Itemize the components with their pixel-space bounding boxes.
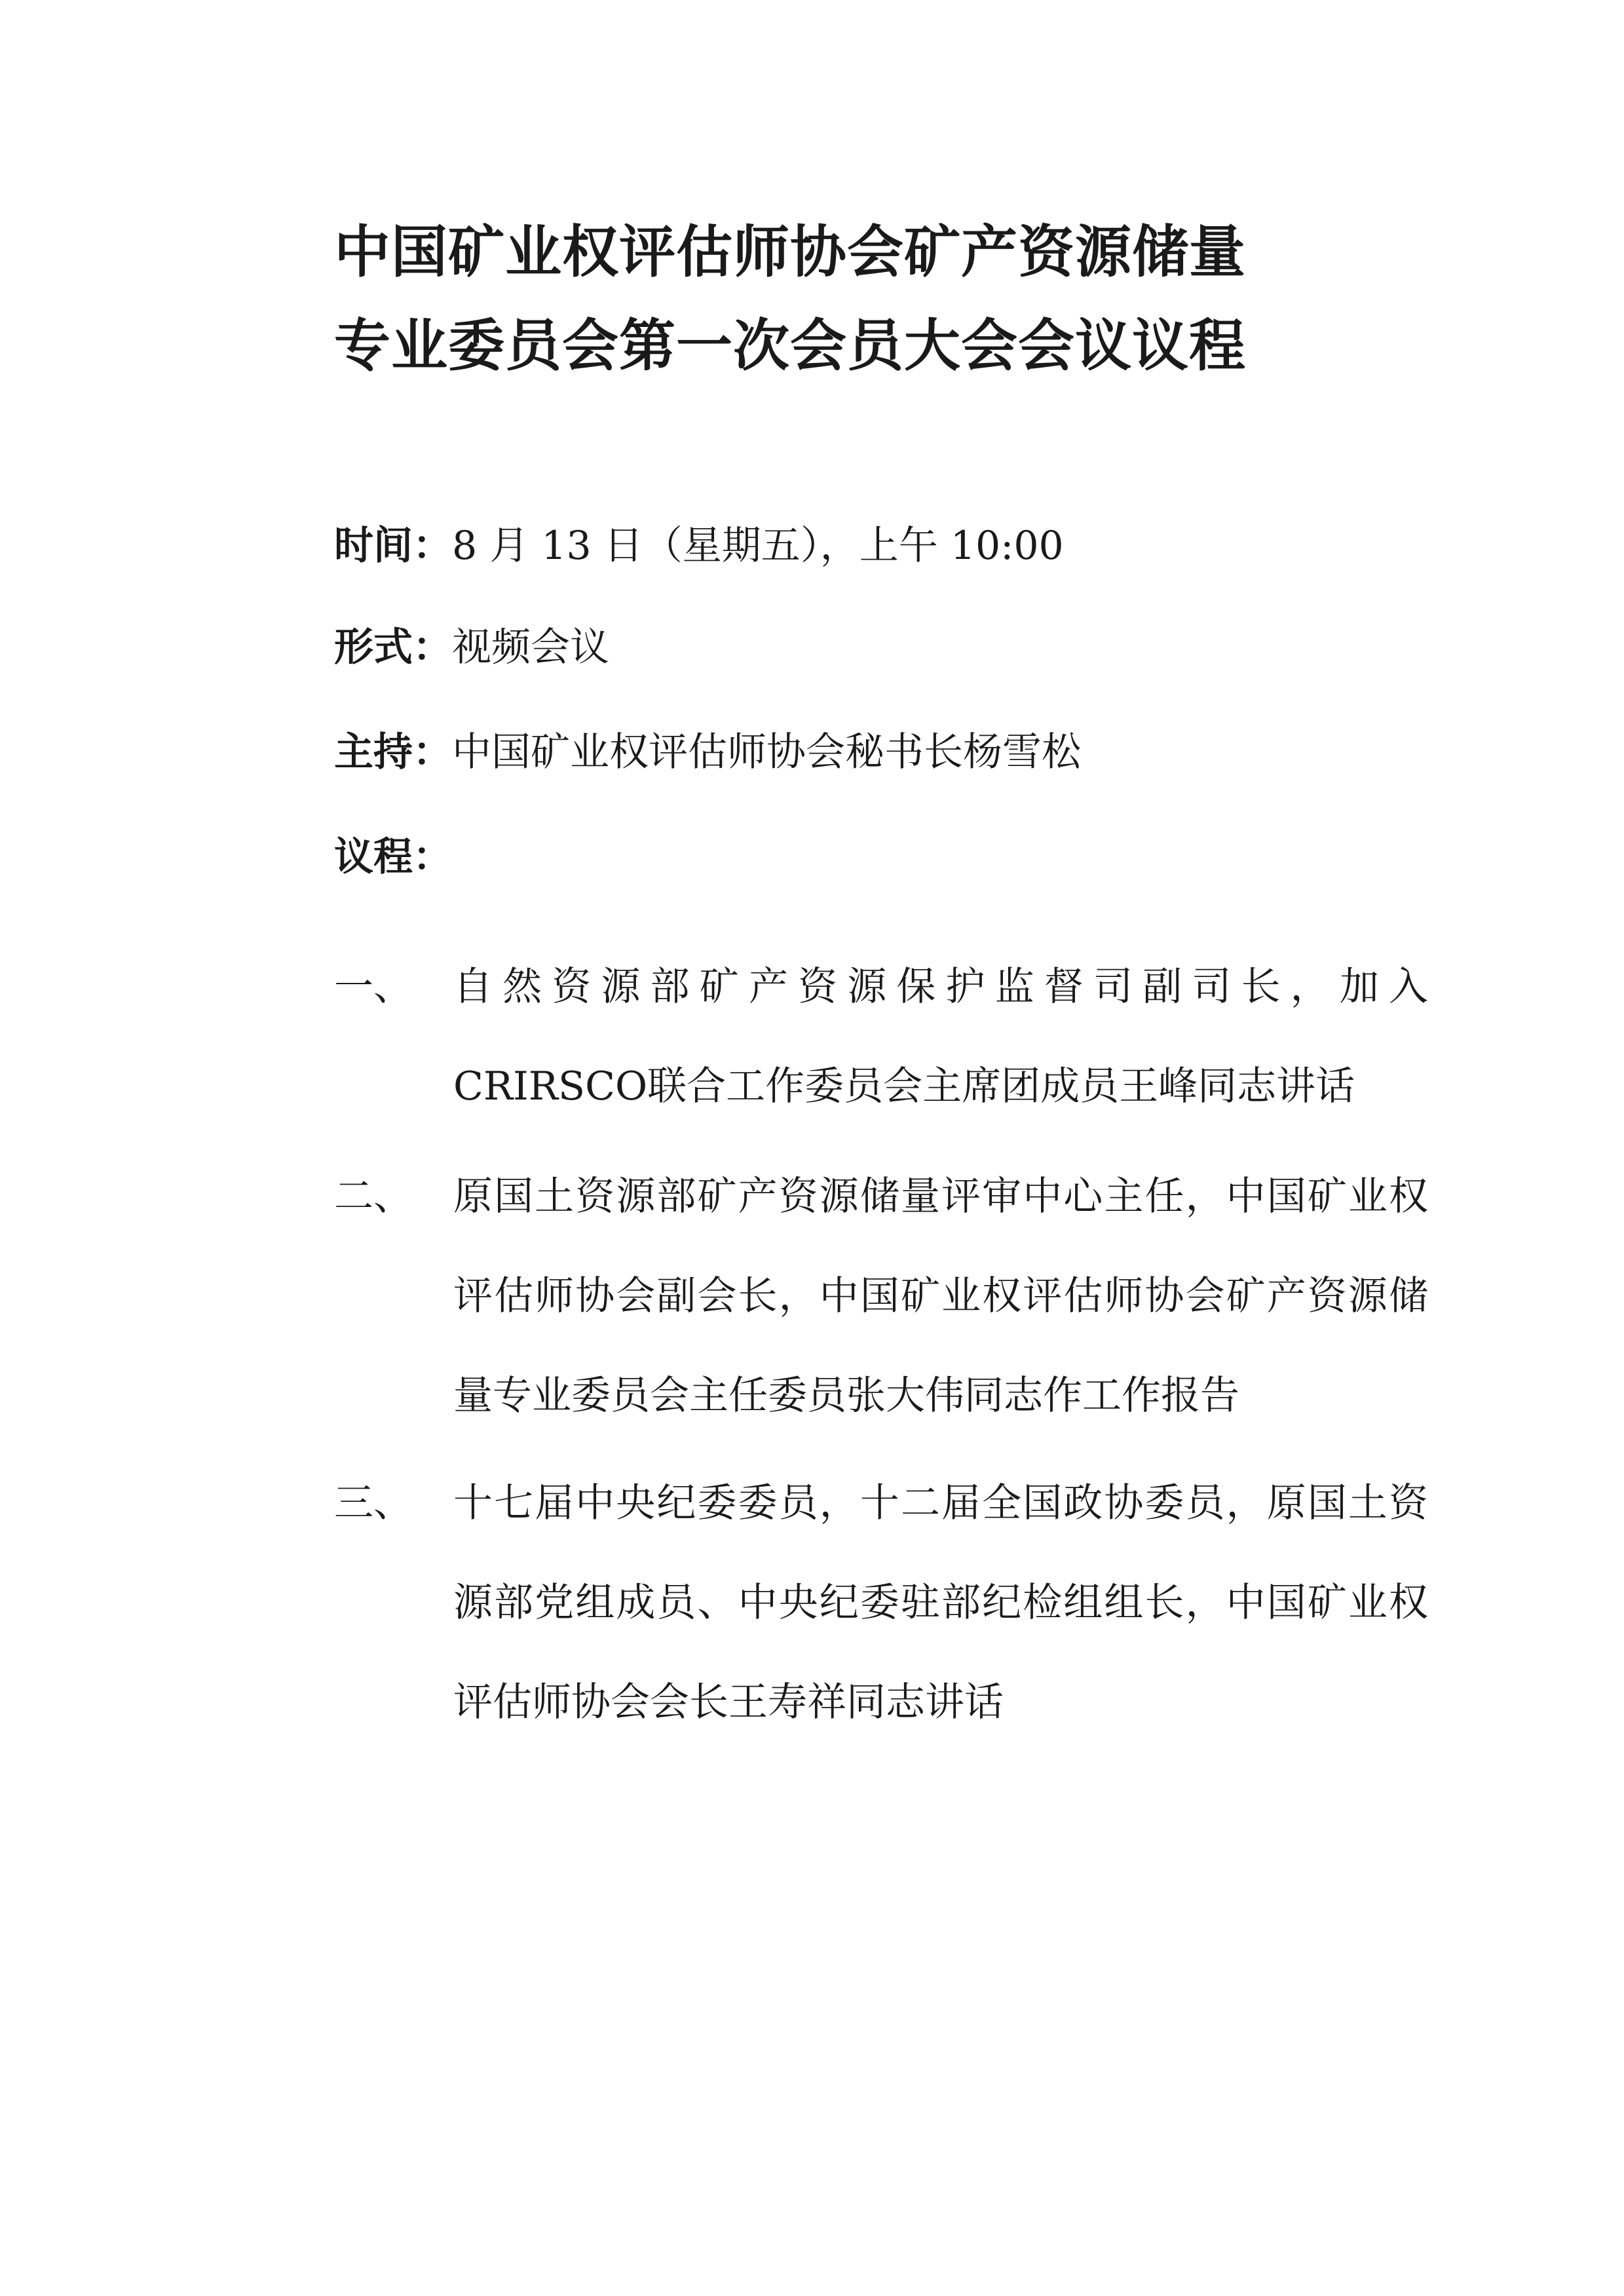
meeting-format [334,618,609,677]
meeting-time-label: 时间： [334,523,452,569]
agenda-item-number: 一、 [334,964,413,1010]
agenda-item-number: 三、 [334,1480,413,1526]
document-title-line-1: 中国矿业权评估师协会矿产资源储量 [334,220,1246,285]
meeting-host-label: 主持： [334,729,452,775]
agenda-item-number: 二、 [334,1174,413,1219]
agenda-label: 议程： [334,834,452,880]
meeting-format-label: 形式： [334,624,452,670]
meeting-host-value: 中国矿业权评估师协会秘书长杨雪松 [452,729,1081,775]
agenda-item-text: 十七届中央纪委委员，十二届全国政协委员，原国土资源部党组成员、中央纪委驻部纪检组组长，中国矿业权评估师协会会长王寿祥同志讲话 [453,1480,1428,1725]
agenda-heading [334,828,452,887]
agenda-item-text: 原国土资源部矿产资源储量评审中心主任，中国矿业权评估师协会副会长，中国矿业权评估师协会矿产资源储量专业委员会主任委员张大伟同志作工作报告 [453,1174,1428,1419]
meeting-time [334,516,1064,575]
agenda-item-text: 自然资源部矿产资源保护监督司副司长，加入CRIRSCO联合工作委员会主席团成员王峰同志讲话 [453,964,1428,1109]
document-title-line-2: 专业委员会第一次会员大会会议议程 [334,313,1246,379]
meeting-host [334,723,1081,782]
meeting-time-value: 8 月 13 日（星期五），上午 10:00 [452,523,1064,569]
meeting-format-value: 视频会议 [452,624,609,670]
